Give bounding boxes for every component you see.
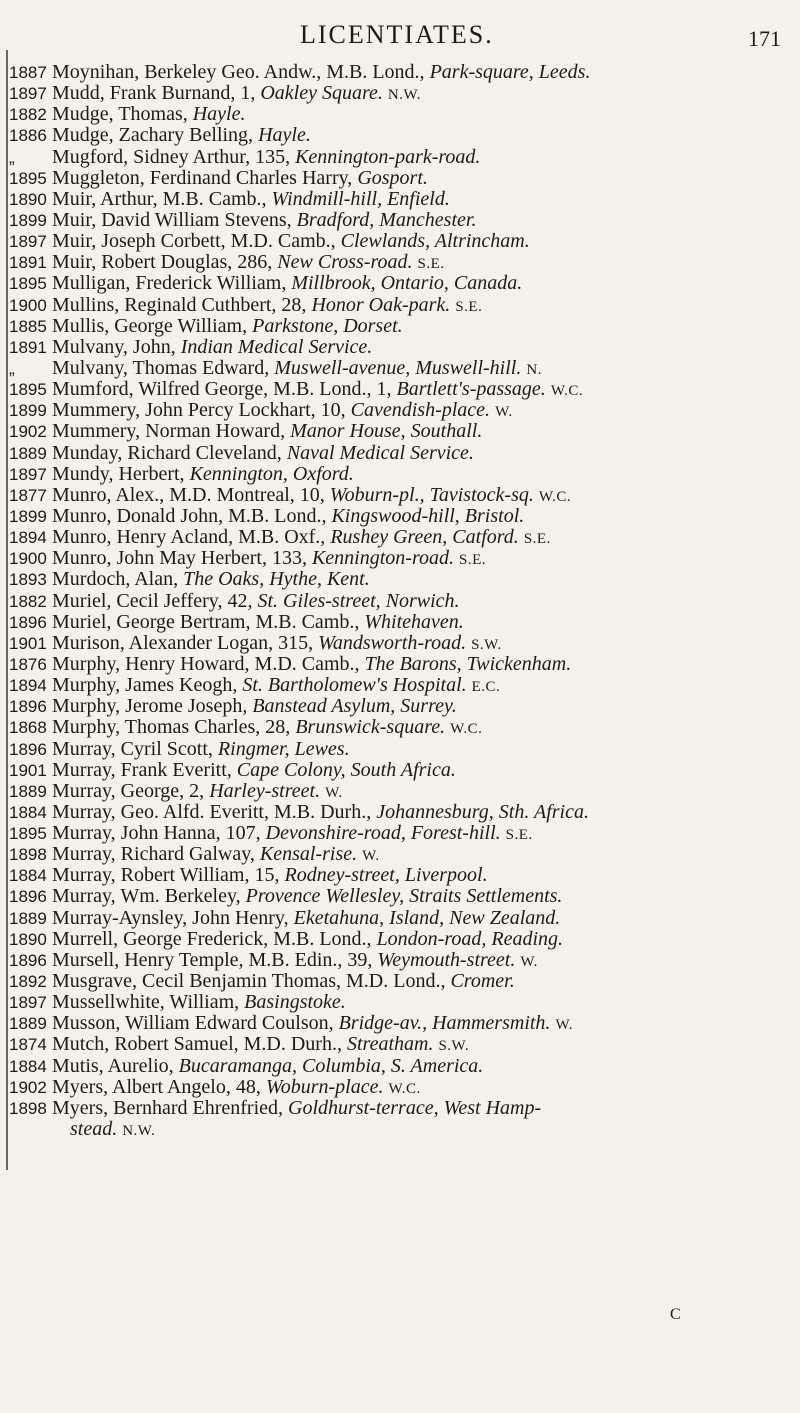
- entry-line: [52, 654, 792, 675]
- entry-name: Mummery, Norman Howard,: [52, 420, 286, 443]
- entry-address: Cape Colony, South Africa.: [236, 758, 456, 781]
- margin-year: 1876: [9, 654, 47, 674]
- entry-district: W.C.: [450, 721, 483, 738]
- entry-line: [52, 189, 792, 210]
- entry-name: Mutis, Aurelio,: [52, 1054, 174, 1077]
- entry-address: Ringmer, Lewes.: [217, 737, 350, 760]
- margin-year: 1897: [9, 464, 47, 484]
- margin-year: 1889: [9, 908, 47, 928]
- entry-line: [52, 62, 792, 83]
- margin-year: 1889: [9, 1014, 47, 1034]
- entry-district: N.W.: [387, 87, 422, 104]
- entry-line: [52, 1098, 792, 1119]
- entry-address: Bradford, Manchester.: [296, 208, 477, 231]
- entry-line: [52, 717, 792, 738]
- entry-name: Murray, John Hanna, 107,: [52, 822, 261, 845]
- entry-district: E.C.: [471, 679, 501, 696]
- margin-year: „: [9, 358, 15, 378]
- entry-line: [52, 125, 792, 146]
- entry-line: [52, 485, 792, 506]
- margin-year: 1898: [9, 1098, 47, 1118]
- entry-address: Kensal-rise.: [259, 843, 358, 866]
- entry-address: Provence Wellesley, Straits Settlements.: [245, 885, 563, 908]
- margin-year: 1889: [9, 781, 47, 801]
- margin-year: 1898: [9, 845, 47, 865]
- margin-year: 1895: [9, 168, 47, 188]
- entry-line: [52, 823, 792, 844]
- entry-district: W.C.: [550, 383, 584, 400]
- entry-line: [52, 802, 792, 823]
- entry-line: [52, 633, 792, 654]
- margin-year: „: [9, 147, 15, 167]
- entry-address: Manor House, Southall.: [290, 420, 483, 443]
- entry-line: [52, 675, 792, 696]
- entry-line: [52, 443, 792, 464]
- margin-year: 1896: [9, 950, 47, 970]
- entry-line: [52, 252, 792, 273]
- entry-name: Murphy, Henry Howard, M.D. Camb.,: [52, 652, 360, 675]
- entry-address: Clewlands, Altrincham.: [340, 230, 530, 253]
- entry-district: S.W.: [471, 636, 502, 653]
- entry-name: Myers, Bernhard Ehrenfried,: [52, 1096, 284, 1119]
- entry-name: Muir, Robert Douglas, 286,: [52, 251, 273, 274]
- margin-year: 1890: [9, 189, 47, 209]
- margin-year: 1896: [9, 697, 47, 717]
- margin-year: 1886: [9, 126, 47, 146]
- margin-year: 1892: [9, 972, 47, 992]
- entry-name: Murrell, George Frederick, M.B. Lond.,: [52, 927, 372, 950]
- margin-year: 1901: [9, 760, 47, 780]
- entry-name: Mussellwhite, William,: [52, 991, 240, 1014]
- margin-year: 1882: [9, 105, 47, 125]
- entry-name: Muir, Joseph Corbett, M.D. Camb.,: [52, 230, 336, 253]
- margin-year: 1874: [9, 1035, 47, 1055]
- entry-district: W.: [520, 953, 538, 970]
- entry-name: Mudd, Frank Burnand, 1,: [52, 82, 256, 105]
- entry-name: Mudge, Thomas,: [52, 103, 188, 126]
- margin-year: 1868: [9, 718, 47, 738]
- entry-address: Parkstone, Dorset.: [252, 314, 403, 337]
- entry-address: Woburn-place.: [265, 1075, 384, 1098]
- signature-mark: C: [670, 1306, 681, 1323]
- entry-name: Murray, Wm. Berkeley,: [52, 885, 241, 908]
- margin-years: [9, 62, 47, 1119]
- entry-name: Muriel, George Bertram, M.B. Camb.,: [52, 610, 360, 633]
- margin-year: 1902: [9, 422, 47, 442]
- entry-line: [52, 548, 792, 569]
- margin-year: 1887: [9, 63, 47, 82]
- entry-line: [52, 844, 792, 865]
- entry-line: [52, 231, 792, 252]
- entry-line: [52, 527, 792, 548]
- entry-address: Rodney-street, Liverpool.: [284, 864, 488, 887]
- entry-district: S.E.: [459, 552, 487, 569]
- entry-line: [52, 971, 792, 992]
- entry-name: Murray, Frank Everitt,: [52, 758, 232, 781]
- entry-address: Kingswood-hill, Bristol.: [331, 504, 525, 527]
- margin-year: 1899: [9, 210, 47, 230]
- page-title: LICENTIATES.: [300, 20, 494, 49]
- entry-line: [52, 1056, 792, 1077]
- entry-line: [52, 929, 792, 950]
- margin-year: 1884: [9, 802, 47, 822]
- entry-name: Munro, Alex., M.D. Montreal, 10,: [52, 483, 325, 506]
- entry-line: [52, 950, 792, 971]
- entry-address: London-road, Reading.: [376, 927, 564, 950]
- margin-year: 1894: [9, 528, 47, 548]
- page-header: [0, 20, 800, 52]
- margin-year: 1885: [9, 316, 47, 336]
- entry-line: [52, 104, 792, 125]
- margin-year: 1894: [9, 676, 47, 696]
- entry-line: [52, 83, 792, 104]
- margin-year: 1899: [9, 506, 47, 526]
- entry-address: The Barons, Twickenham.: [364, 652, 572, 675]
- entry-name: Murdoch, Alan,: [52, 568, 179, 591]
- margin-year: 1882: [9, 591, 47, 611]
- entry-name: Murison, Alexander Logan, 315,: [52, 631, 314, 654]
- margin-year: 1891: [9, 337, 47, 357]
- entry-address: Brunswick-square.: [295, 716, 446, 739]
- entry-address: Cavendish-place.: [350, 399, 491, 422]
- margin-year: 1896: [9, 612, 47, 632]
- entry-name: Murphy, James Keogh,: [52, 674, 238, 697]
- entry-line: [52, 865, 792, 886]
- entry-name: Mundy, Herbert,: [52, 462, 185, 485]
- margin-year: 1899: [9, 401, 47, 421]
- margin-year: 1889: [9, 443, 47, 463]
- entry-name: Mummery, John Percy Lockhart, 10,: [52, 399, 346, 422]
- entry-district: S.E.: [417, 256, 445, 273]
- entry-line: [52, 337, 792, 358]
- entry-address: Goldhurst-terrace, West Hamp-: [288, 1096, 542, 1119]
- entry-line: [52, 696, 792, 717]
- entry-name: Munday, Richard Cleveland,: [52, 441, 282, 464]
- entry-address: St. Bartholomew's Hospital.: [242, 674, 467, 697]
- margin-year: 1897: [9, 232, 47, 252]
- entry-district: N.: [526, 361, 542, 378]
- entry-line: [52, 1119, 792, 1140]
- entry-line: [52, 358, 792, 379]
- entry-name: Mugford, Sidney Arthur, 135,: [52, 145, 291, 168]
- entry-name: Murphy, Thomas Charles, 28,: [52, 716, 291, 739]
- entry-address: New Cross-road.: [277, 251, 413, 274]
- entry-name: Muggleton, Ferdinand Charles Harry,: [52, 166, 353, 189]
- margin-year: 1900: [9, 549, 47, 569]
- entry-line: [52, 1013, 792, 1034]
- margin-year: 1893: [9, 570, 47, 590]
- entry-name: Musgrave, Cecil Benjamin Thomas, M.D. Lond.,: [52, 970, 446, 993]
- margin-year: 1896: [9, 887, 47, 907]
- margin-year: 1895: [9, 380, 47, 400]
- entry-line: [52, 464, 792, 485]
- entry-name: Munro, John May Herbert, 133,: [52, 547, 307, 570]
- entry-line: [52, 886, 792, 907]
- entry-district: W.C.: [388, 1080, 421, 1097]
- entry-address: Whitehaven.: [364, 610, 464, 633]
- entry-name: Murray, Geo. Alfd. Everitt, M.B. Durh.,: [52, 800, 372, 823]
- margin-year: 1902: [9, 1077, 47, 1097]
- page-number: 171: [748, 26, 781, 51]
- entry-line: [52, 1034, 792, 1055]
- entry-address: Eketahuna, Island, New Zealand.: [293, 906, 561, 929]
- entry-district: N.W.: [122, 1123, 156, 1140]
- entry-line: [52, 781, 792, 802]
- entry-district: W.: [495, 404, 513, 421]
- entry-district: S.E.: [505, 827, 533, 844]
- entry-name: Musson, William Edward Coulson,: [52, 1012, 334, 1035]
- entry-address: Devonshire-road, Forest-hill.: [265, 822, 501, 845]
- entry-name: Mulvany, Thomas Edward,: [52, 356, 270, 379]
- entry-name: Mudge, Zachary Belling,: [52, 124, 254, 147]
- entry-address: Kennington, Oxford.: [189, 462, 354, 485]
- margin-year: 1896: [9, 739, 47, 759]
- entry-name: Murray, George, 2,: [52, 779, 205, 802]
- entry-line: [52, 760, 792, 781]
- entry-district: W.: [555, 1017, 573, 1034]
- left-margin-previous-page: [0, 0, 47, 1413]
- entry-name: Mullis, George William,: [52, 314, 248, 337]
- entry-address: stead.: [70, 1118, 118, 1141]
- entry-name: Mulvany, John,: [52, 335, 176, 358]
- entry-line: [52, 612, 792, 633]
- entry-name: Mutch, Robert Samuel, M.D. Durh.,: [52, 1033, 342, 1056]
- entry-district: W.C.: [538, 488, 572, 505]
- entry-district: S.W.: [438, 1038, 470, 1055]
- entry-district: S.E.: [455, 298, 483, 315]
- entry-line: [52, 147, 792, 168]
- entry-line: [52, 379, 792, 400]
- margin-year: 1884: [9, 866, 47, 886]
- entry-district: W.: [325, 784, 343, 801]
- entry-address: Basingstoke.: [244, 991, 346, 1014]
- entry-address: Park-square, Leeds.: [429, 61, 591, 83]
- margin-year: 1891: [9, 253, 47, 273]
- entry-address: Banstead Asylum, Surrey.: [252, 695, 457, 718]
- entry-name: Murray, Richard Galway,: [52, 843, 255, 866]
- entry-name: Myers, Albert Angelo, 48,: [52, 1075, 261, 1098]
- margin-year: 1901: [9, 633, 47, 653]
- entry-address: Oakley Square.: [260, 82, 383, 105]
- entry-address: Weymouth-street.: [377, 948, 516, 971]
- entry-line: [52, 591, 792, 612]
- entry-district: W.: [362, 848, 380, 865]
- entry-address: Wandsworth-road.: [318, 631, 467, 654]
- entry-name: Murphy, Jerome Joseph,: [52, 695, 248, 718]
- entry-line: [52, 739, 792, 760]
- entry-address: Rushey Green, Catford.: [330, 526, 519, 549]
- entry-line: [52, 400, 792, 421]
- entry-name: Murray, Cyril Scott,: [52, 737, 213, 760]
- entry-address: Honor Oak-park.: [311, 293, 451, 316]
- entry-address: Bartlett's-passage.: [396, 378, 546, 401]
- entry-name: Mumford, Wilfred George, M.B. Lond., 1,: [52, 378, 392, 401]
- margin-year: 1900: [9, 295, 47, 315]
- entry-name: Muir, David William Stevens,: [52, 208, 292, 231]
- entry-line: [52, 1077, 792, 1098]
- entry-line: [52, 506, 792, 527]
- margin-rule: [6, 50, 8, 1170]
- entry-address: Cromer.: [450, 970, 515, 993]
- entry-name: Muir, Arthur, M.B. Camb.,: [52, 187, 267, 210]
- entry-address: Kennington-road.: [311, 547, 454, 570]
- entry-address: Bridge-av., Hammersmith.: [338, 1012, 551, 1035]
- entry-address: Indian Medical Service.: [180, 335, 373, 358]
- entry-name: Murray, Robert William, 15,: [52, 864, 280, 887]
- margin-year: 1897: [9, 993, 47, 1013]
- entry-line: [52, 908, 792, 929]
- entry-line: [52, 273, 792, 294]
- entry-address: Millbrook, Ontario, Canada.: [291, 272, 523, 295]
- margin-year: 1897: [9, 84, 47, 104]
- entry-line: [52, 168, 792, 189]
- margin-year: 1890: [9, 929, 47, 949]
- entry-address: Gosport.: [357, 166, 428, 189]
- entry-address: St. Giles-street, Norwich.: [257, 589, 460, 612]
- licentiates-list: [52, 62, 792, 1140]
- entry-line: [52, 295, 792, 316]
- entry-name: Muriel, Cecil Jeffery, 42,: [52, 589, 253, 612]
- entry-address: Harley-street.: [209, 779, 321, 802]
- margin-year: 1895: [9, 824, 47, 844]
- entry-address: Kennington-park-road.: [295, 145, 481, 168]
- margin-year: 1884: [9, 1056, 47, 1076]
- entry-address: Bucaramanga, Columbia, S. America.: [178, 1054, 484, 1077]
- entry-address: Muswell-avenue, Muswell-hill.: [274, 356, 522, 379]
- entry-line: [52, 569, 792, 590]
- entry-name: Munro, Donald John, M.B. Lond.,: [52, 504, 327, 527]
- entry-name: Mulligan, Frederick William,: [52, 272, 287, 295]
- margin-year: 1877: [9, 485, 47, 505]
- entry-address: The Oaks, Hythe, Kent.: [183, 568, 370, 591]
- entry-line: [52, 210, 792, 231]
- entry-district: S.E.: [523, 531, 551, 548]
- entry-name: Munro, Henry Acland, M.B. Oxf.,: [52, 526, 326, 549]
- entry-name: Moynihan, Berkeley Geo. Andw., M.B. Lond.,: [52, 61, 425, 83]
- entry-address: Windmill-hill, Enfield.: [271, 187, 450, 210]
- entry-line: [52, 992, 792, 1013]
- entry-name: Mursell, Henry Temple, M.B. Edin., 39,: [52, 948, 373, 971]
- entry-address: Streatham.: [346, 1033, 434, 1056]
- entry-line: [52, 421, 792, 442]
- margin-year: 1895: [9, 274, 47, 294]
- entry-name: Mullins, Reginald Cuthbert, 28,: [52, 293, 307, 316]
- entry-address: Hayle.: [192, 103, 246, 126]
- entry-name: Murray-Aynsley, John Henry,: [52, 906, 289, 929]
- entry-address: Hayle.: [258, 124, 311, 147]
- entry-address: Woburn-pl., Tavistock-sq.: [329, 483, 534, 506]
- entry-address: Johannesburg, Sth. Africa.: [376, 800, 589, 823]
- entry-address: Naval Medical Service.: [286, 441, 474, 464]
- entry-line: [52, 316, 792, 337]
